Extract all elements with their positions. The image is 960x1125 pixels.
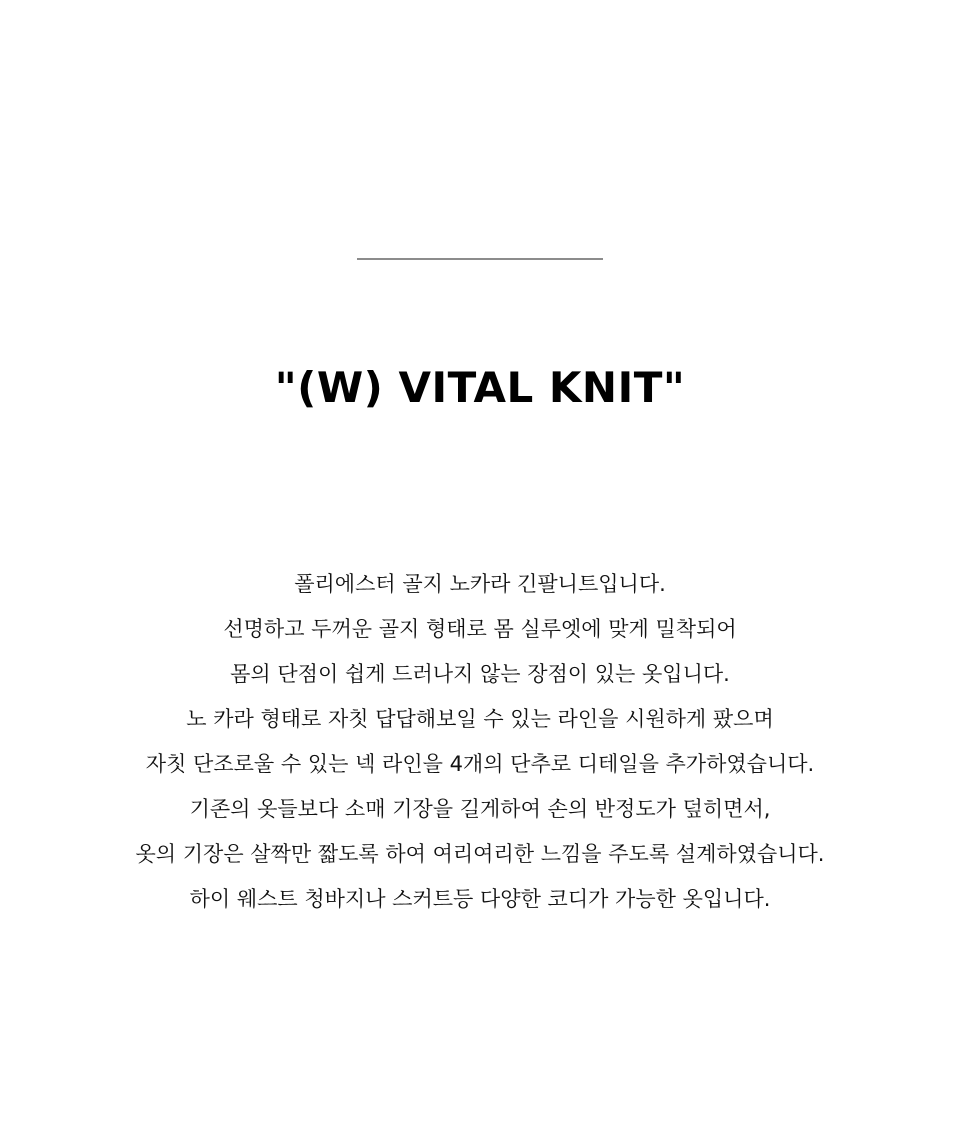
description-line: 선명하고 두꺼운 골지 형태로 몸 실루엣에 맞게 밀착되어 — [223, 617, 737, 641]
description-line: 폴리에스터 골지 노카라 긴팔니트입니다. — [294, 572, 666, 596]
description-line: 옷의 기장은 살짝만 짧도록 하여 여리여리한 느낌을 주도록 설계하였습니다. — [135, 842, 825, 866]
description-line: 하이 웨스트 청바지나 스커트등 다양한 코디가 가능한 옷입니다. — [189, 887, 771, 911]
description-line: 기존의 옷들보다 소매 기장을 길게하여 손의 반정도가 덮히면서, — [189, 797, 771, 821]
title-divider — [357, 258, 603, 260]
product-title: "(W) VITAL KNIT" — [274, 363, 686, 413]
description-line: 자칫 단조로울 수 있는 넥 라인을 4개의 단추로 디테일을 추가하였습니다. — [145, 752, 815, 776]
description-line: 몸의 단점이 쉽게 드러나지 않는 장점이 있는 옷입니다. — [230, 662, 730, 686]
product-description — [40, 562, 920, 922]
description-line: 노 카라 형태로 자칫 답답해보일 수 있는 라인을 시원하게 팠으며 — [186, 707, 774, 731]
